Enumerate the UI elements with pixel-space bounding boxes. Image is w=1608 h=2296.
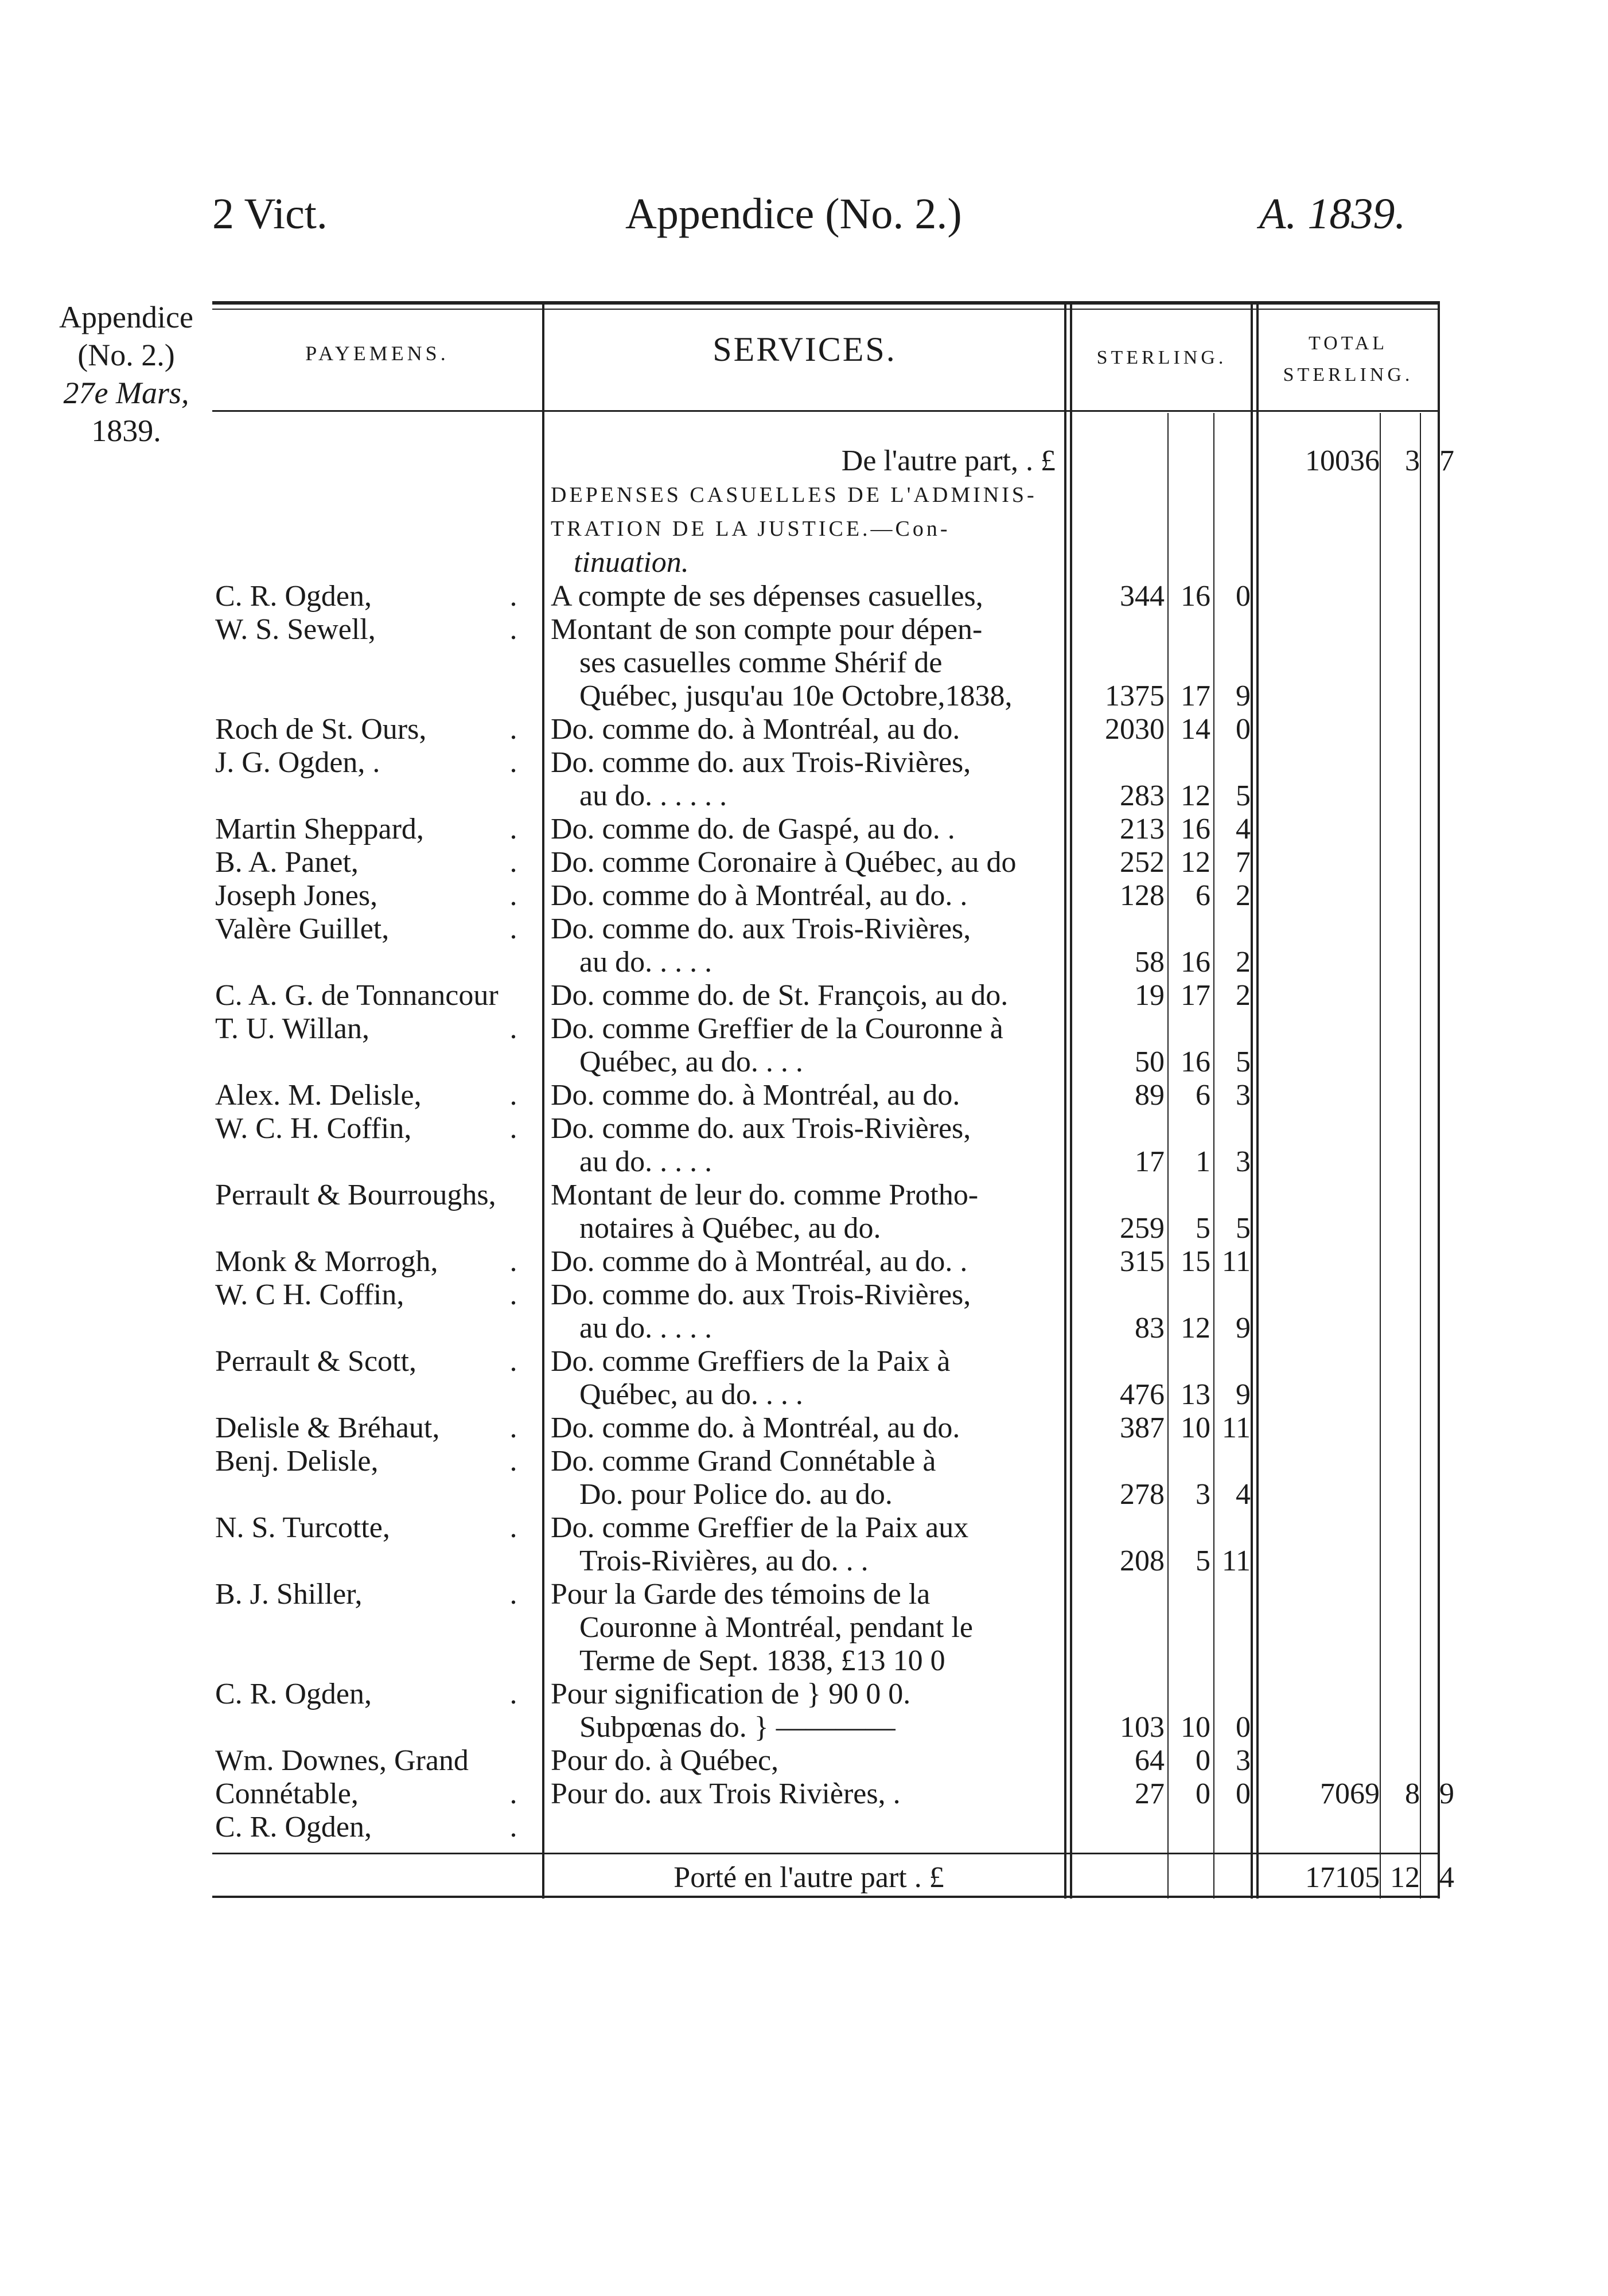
payee-name: Roch de St. Ours,	[215, 713, 427, 746]
sterling-pence: 3	[1236, 1744, 1251, 1777]
sterling-pence: 11	[1221, 1412, 1251, 1444]
sterling-pence: 3	[1236, 1145, 1251, 1178]
leader-dot: .	[509, 1511, 517, 1544]
table-row	[0, 1278, 1608, 1312]
table-row	[0, 1312, 1608, 1345]
table-row	[0, 1378, 1608, 1412]
table-row	[0, 879, 1608, 913]
payee-name: Perrault & Scott,	[215, 1345, 416, 1378]
column-header-payemens: PAYEMENS.	[305, 342, 449, 365]
sterling-shillings: 12	[1181, 1312, 1210, 1344]
payee-name: Martin Sheppard,	[215, 813, 424, 845]
total-pounds: 10036	[1305, 445, 1380, 477]
table-bottom-rule	[212, 1896, 1440, 1898]
sterling-shillings: 16	[1181, 1046, 1210, 1078]
payee-name: Benj. Delisle,	[215, 1445, 379, 1478]
margin-note-line: (No. 2.)	[77, 338, 175, 372]
sterling-shillings: 0	[1196, 1777, 1210, 1810]
table-row	[0, 1678, 1608, 1711]
service-text: Subpœnas do. } ————	[579, 1711, 896, 1744]
table-row	[0, 445, 1608, 478]
payee-name: Connétable,	[215, 1777, 359, 1810]
table-row	[0, 746, 1608, 779]
sterling-shillings: 15	[1181, 1245, 1210, 1278]
sterling-shillings: 5	[1196, 1545, 1210, 1577]
leader-dot: .	[509, 913, 517, 945]
sterling-pence: 2	[1236, 879, 1251, 912]
payee-name: C. A. G. de Tonnancour	[215, 979, 499, 1012]
total-shillings: 12	[1390, 1861, 1420, 1894]
sterling-pence: 0	[1236, 1711, 1251, 1744]
sterling-shillings: 16	[1181, 946, 1210, 979]
sterling-pence: 5	[1236, 1212, 1251, 1245]
service-text: au do. . . . .	[579, 1145, 712, 1178]
service-text: A compte de ses dépenses casuelles,	[551, 580, 983, 613]
table-row	[0, 979, 1608, 1012]
table-row	[0, 946, 1608, 979]
total-pence: 4	[1439, 1861, 1454, 1894]
leader-dot: .	[509, 1278, 517, 1311]
payee-name: Joseph Jones,	[215, 879, 378, 912]
total-shillings: 3	[1405, 445, 1420, 477]
sterling-pounds: 83	[1135, 1312, 1165, 1344]
table-row	[0, 1545, 1608, 1578]
table-row	[0, 680, 1608, 713]
table-row	[0, 1744, 1608, 1777]
service-text: Do. comme do. à Montréal, au do.	[551, 713, 960, 746]
payee-name: C. R. Ogden,	[215, 580, 372, 613]
payee-name: W. C H. Coffin,	[215, 1278, 404, 1311]
service-text: Do. comme do. de Gaspé, au do. .	[551, 813, 955, 845]
table-row	[0, 1777, 1608, 1811]
sterling-pence: 5	[1236, 1046, 1251, 1078]
payee-name: W. C. H. Coffin,	[215, 1112, 412, 1145]
sterling-pounds: 208	[1120, 1545, 1165, 1577]
table-row	[0, 1345, 1608, 1378]
margin-note-line: Appendice	[59, 300, 193, 334]
payee-name: Monk & Morrogh,	[215, 1245, 438, 1278]
payee-name: Delisle & Bréhaut,	[215, 1412, 440, 1444]
table-row	[0, 1644, 1608, 1678]
service-text: Couronne à Montréal, pendant le	[579, 1611, 973, 1644]
sterling-shillings: 17	[1181, 680, 1210, 712]
margin-note	[40, 298, 212, 450]
sterling-shillings: 17	[1181, 979, 1210, 1012]
service-text: Québec, au do. . . .	[579, 1046, 803, 1078]
table-row	[0, 1861, 1608, 1895]
sterling-pounds: 259	[1120, 1212, 1165, 1245]
service-text: Do. comme do à Montréal, au do. .	[551, 1245, 968, 1278]
service-text: Do. comme Greffiers de la Paix à	[551, 1345, 951, 1378]
table-row	[0, 580, 1608, 613]
total-pence: 9	[1439, 1777, 1454, 1810]
sterling-pounds: 58	[1135, 946, 1165, 979]
leader-dot: .	[509, 1678, 517, 1710]
service-text: Do. pour Police do. au do.	[579, 1478, 893, 1511]
sterling-pence: 5	[1236, 779, 1251, 812]
service-text: Do. comme do. aux Trois-Rivières,	[551, 746, 971, 779]
sterling-pence: 2	[1236, 946, 1251, 979]
service-text: Montant de leur do. comme Protho-	[551, 1179, 979, 1211]
sterling-pence: 9	[1236, 680, 1251, 712]
service-text: Do. comme do. aux Trois-Rivières,	[551, 1278, 971, 1311]
service-text: Montant de son compte pour dépen-	[551, 613, 983, 646]
service-text: au do. . . . .	[579, 946, 712, 979]
sterling-pounds: 27	[1135, 1777, 1165, 1810]
service-text: Do. comme Greffier de la Paix aux	[551, 1511, 969, 1544]
payee-name: Alex. M. Delisle,	[215, 1079, 422, 1112]
total-shillings: 8	[1405, 1777, 1420, 1810]
sterling-pence: 4	[1236, 813, 1251, 845]
table-row	[0, 1112, 1608, 1145]
table-row	[0, 1179, 1608, 1212]
sterling-shillings: 13	[1181, 1378, 1210, 1411]
service-text: Terme de Sept. 1838, £13 10 0	[579, 1644, 945, 1677]
service-text: Pour do. à Québec,	[551, 1744, 779, 1777]
sterling-pence: 11	[1221, 1545, 1251, 1577]
sterling-pounds: 213	[1120, 813, 1165, 845]
table-row	[0, 1445, 1608, 1478]
service-text: Trois-Rivières, au do. . .	[579, 1545, 869, 1577]
service-text: Pour signification de } 90 0 0.	[551, 1678, 911, 1710]
sterling-pence: 9	[1236, 1312, 1251, 1344]
service-text: au do. . . . .	[579, 1312, 712, 1344]
leader-dot: .	[509, 1345, 517, 1378]
sterling-pounds: 128	[1120, 879, 1165, 912]
leader-dot: .	[509, 580, 517, 613]
margin-note-line: 1839.	[91, 414, 161, 448]
table-row	[0, 1212, 1608, 1245]
sterling-pounds: 103	[1120, 1711, 1165, 1744]
service-text: Do. comme do. aux Trois-Rivières,	[551, 913, 971, 945]
service-text: Québec, jusqu'au 10e Octobre,1838,	[579, 680, 1013, 712]
table-row	[0, 1511, 1608, 1545]
leader-dot: .	[509, 1412, 517, 1444]
service-text: ses casuelles comme Shérif de	[579, 646, 943, 679]
sterling-pounds: 89	[1135, 1079, 1165, 1112]
sterling-pounds: 476	[1120, 1378, 1165, 1411]
table-row	[0, 1811, 1608, 1844]
table-row	[0, 478, 1608, 512]
sterling-shillings: 0	[1196, 1744, 1210, 1777]
service-text: Do. comme do. à Montréal, au do.	[551, 1412, 960, 1444]
service-text: Do. comme do. aux Trois-Rivières,	[551, 1112, 971, 1145]
sterling-shillings: 10	[1181, 1412, 1210, 1444]
sterling-pounds: 1375	[1105, 680, 1165, 712]
service-text: DEPENSES CASUELLES DE L'ADMINIS-	[551, 483, 1037, 507]
table-row	[0, 1412, 1608, 1445]
table-row	[0, 1611, 1608, 1644]
sterling-pounds: 64	[1135, 1744, 1165, 1777]
table-top-rule-thin	[212, 309, 1440, 310]
sterling-pounds: 283	[1120, 779, 1165, 812]
table-row	[0, 913, 1608, 946]
table-row	[0, 779, 1608, 813]
sterling-shillings: 10	[1181, 1711, 1210, 1744]
sterling-pence: 0	[1236, 1777, 1251, 1810]
table-row	[0, 546, 1608, 579]
sterling-pence: 11	[1221, 1245, 1251, 1278]
sterling-pence: 4	[1236, 1478, 1251, 1511]
service-text: Do. comme Coronaire à Québec, au do	[551, 846, 1017, 879]
sterling-pence: 7	[1236, 846, 1251, 879]
payee-name: W. S. Sewell,	[215, 613, 376, 646]
sterling-pounds: 19	[1135, 979, 1165, 1012]
service-text: TRATION DE LA JUSTICE.—Con-	[551, 517, 951, 541]
sterling-pounds: 315	[1120, 1245, 1165, 1278]
header-bottom-rule	[212, 410, 1440, 412]
sterling-pence: 2	[1236, 979, 1251, 1012]
total-rule	[212, 1853, 1440, 1854]
table-row	[0, 512, 1608, 545]
payee-name: Perrault & Bourroughs,	[215, 1179, 496, 1211]
table-row	[0, 813, 1608, 846]
payee-name: J. G. Ogden, .	[215, 746, 380, 779]
service-text: Do. comme Greffier de la Couronne à	[551, 1012, 1003, 1045]
table-top-rule	[212, 301, 1440, 305]
service-text: Pour la Garde des témoins de la	[551, 1578, 930, 1611]
column-header-sterling: STERLING.	[1096, 347, 1227, 368]
table-row	[0, 1012, 1608, 1046]
sterling-pence: 3	[1236, 1079, 1251, 1112]
sterling-shillings: 6	[1196, 1079, 1210, 1112]
payee-name: N. S. Turcotte,	[215, 1511, 390, 1544]
payee-name: B. A. Panet,	[215, 846, 359, 879]
sterling-shillings: 16	[1181, 580, 1210, 613]
service-text: Do. comme do. de St. François, au do.	[551, 979, 1009, 1012]
service-text: Pour do. aux Trois Rivières, .	[551, 1777, 901, 1810]
table-row	[0, 1578, 1608, 1611]
sterling-pounds: 344	[1120, 580, 1165, 613]
running-head-title: Appendice (No. 2.)	[625, 190, 962, 238]
sterling-pence: 0	[1236, 713, 1251, 746]
leader-dot: .	[509, 846, 517, 879]
sterling-shillings: 5	[1196, 1212, 1210, 1245]
sterling-pounds: 252	[1120, 846, 1165, 879]
leader-dot: .	[509, 1777, 517, 1810]
table-row	[0, 1245, 1608, 1278]
table-row	[0, 846, 1608, 879]
leader-dot: .	[509, 1112, 517, 1145]
service-text: Porté en l'autre part . £	[673, 1861, 944, 1894]
column-header-total-line: STERLING.	[1283, 364, 1414, 385]
payee-name: Wm. Downes, Grand	[215, 1744, 469, 1777]
sterling-pounds: 278	[1120, 1478, 1165, 1511]
leader-dot: .	[509, 1079, 517, 1112]
payee-name: B. J. Shiller,	[215, 1578, 363, 1611]
table-row	[0, 613, 1608, 646]
payee-name: T. U. Willan,	[215, 1012, 369, 1045]
service-text: Do. comme do. à Montréal, au do.	[551, 1079, 960, 1112]
table-row	[0, 646, 1608, 680]
running-head-year: A. 1839.	[1259, 190, 1406, 238]
leader-dot: .	[509, 613, 517, 646]
table-row	[0, 1478, 1608, 1511]
service-text: Do. comme Grand Connétable à	[551, 1445, 936, 1478]
sterling-pounds: 2030	[1105, 713, 1165, 746]
total-pounds: 17105	[1305, 1861, 1380, 1894]
sterling-shillings: 3	[1196, 1478, 1210, 1511]
sterling-pence: 9	[1236, 1378, 1251, 1411]
leader-dot: .	[509, 746, 517, 779]
service-text: Québec, au do. . . .	[579, 1378, 803, 1411]
leader-dot: .	[509, 813, 517, 845]
column-header-total-line: TOTAL	[1308, 333, 1388, 354]
service-text: De l'autre part, . £	[841, 445, 1056, 477]
service-text: tinuation.	[574, 546, 689, 579]
leader-dot: .	[509, 1445, 517, 1478]
leader-dot: .	[509, 1578, 517, 1611]
table-row	[0, 1079, 1608, 1112]
sterling-pounds: 17	[1135, 1145, 1165, 1178]
total-pounds: 7069	[1320, 1777, 1380, 1810]
leader-dot: .	[509, 713, 517, 746]
leader-dot: .	[509, 879, 517, 912]
sterling-shillings: 16	[1181, 813, 1210, 845]
sterling-shillings: 1	[1196, 1145, 1210, 1178]
leader-dot: .	[509, 1811, 517, 1843]
sterling-pounds: 50	[1135, 1046, 1165, 1078]
service-text: notaires à Québec, au do.	[579, 1212, 881, 1245]
payee-name: C. R. Ogden,	[215, 1811, 372, 1843]
table-row	[0, 1046, 1608, 1079]
column-header-services: SERVICES.	[712, 330, 897, 368]
running-head-session: 2 Vict.	[212, 190, 328, 238]
sterling-shillings: 6	[1196, 879, 1210, 912]
payee-name: C. R. Ogden,	[215, 1678, 372, 1710]
leader-dot: .	[509, 1245, 517, 1278]
table-row	[0, 713, 1608, 746]
leader-dot: .	[509, 1012, 517, 1045]
sterling-shillings: 12	[1181, 846, 1210, 879]
service-text: Do. comme do à Montréal, au do. .	[551, 879, 968, 912]
table-row	[0, 1145, 1608, 1179]
sterling-pounds: 387	[1120, 1412, 1165, 1444]
table-row	[0, 1711, 1608, 1744]
service-text: au do. . . . . .	[579, 779, 727, 812]
sterling-shillings: 14	[1181, 713, 1210, 746]
payee-name: Valère Guillet,	[215, 913, 390, 945]
sterling-pence: 0	[1236, 580, 1251, 613]
total-pence: 7	[1439, 445, 1454, 477]
sterling-shillings: 12	[1181, 779, 1210, 812]
margin-note-date: 27e Mars,	[63, 376, 189, 410]
